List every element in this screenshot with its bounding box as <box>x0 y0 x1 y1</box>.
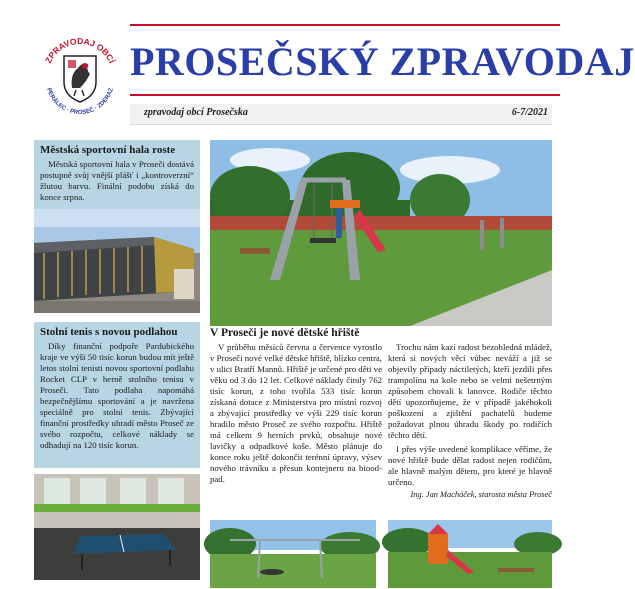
sports-hall-heading: Městská sportovní hala roste <box>40 144 176 156</box>
playground-text-3: I přes výše uvedené komplikace věříme, že nové hřiště bude dělat radost nejen rodičům, ale hlavně malým dětem, pro které je hlavně určeno. <box>388 444 552 487</box>
subtitle: zpravodaj obcí Prosečska <box>144 107 248 118</box>
playground-column-2 <box>388 342 552 499</box>
sports-hall-text: Městská sportovní hala v Proseči dostává postupně svůj vnější plášť i „kontroverzní“ žlutou barvu. Finální podobu získá do konce srpna. <box>40 159 194 202</box>
playground-heading: V Proseči je nové dětské hřiště <box>210 327 360 339</box>
playground-main-photo <box>210 140 552 326</box>
sports-hall-article <box>34 140 200 210</box>
playground-swing-photo <box>210 520 376 588</box>
playground-text-1: V průběhu měsíců června a července vyrostlo v Proseči nové velké dětské hřiště, blízko centra, v ulici Bratří Mannů. Hřiště je určené pro děti ve věku od 3 do 12 let. Celkové náklady činily 762 tisíc korun, z toho tvořila 533 tisíc korun získaná dotace z Ministerstva pro místní rozvoj a zbývající prostředky ve výši 229 tisíc korun hradilo město Proseč ze svého rozpočtu. Hřiště má celkem 9 herních prvků, obsahuje nové lavičky a odpadkové koše. Město plánuje do konce roku ještě dokončit terénní úpravy, výsev nového trávníku a přesun kontejneru na bioodpad. <box>210 342 382 484</box>
top-rule <box>130 24 560 26</box>
logo-arc-bottom-text: PERÁLEC · PROSEČ · ZDERAZ <box>45 87 115 117</box>
masthead <box>0 0 635 118</box>
newspaper-title: PROSEČSKÝ ZPRAVODAJ <box>130 39 635 84</box>
table-tennis-photo <box>34 474 200 580</box>
issue-bar <box>130 104 552 125</box>
table-tennis-heading: Stolní tenis s novou podlahou <box>40 326 178 338</box>
playground-tower-photo <box>388 520 552 588</box>
playground-text-2: Trochu nám kazí radost bezohledná mládež, která si nových věcí vůbec neváží a již se objevily případy náctiletých, kteří jezdili přes trampolínu na kole nebo se velmi nešetrným způsobem chovali k lanovce. Rodiče těchto dětí upozorňujeme, že v případě jakéhokoli poškození a zjištění pachatelů budeme požadovat plnou úhradu škody po rodičích těchto dětí. <box>388 342 552 440</box>
logo-arc-top-text: ZPRAVODAJ OBCÍ <box>43 35 117 65</box>
bottom-rule <box>130 94 560 96</box>
playground-column-1 <box>210 342 382 485</box>
sports-hall-photo <box>34 209 200 313</box>
table-tennis-article <box>34 322 200 468</box>
town-emblem-logo <box>36 30 124 118</box>
signature: Ing. Jan Macháček, starosta města Proseč <box>410 490 552 499</box>
table-tennis-text: Díky finanční podpoře Pardubického kraje ve výši 50 tisíc korun budou mít ještě letos stolní tenisti novou sportovní podlahu Rocket CLP v herně stolního tenisu v Proseči. Tato podlaha napomáhá bezpečnějšímu sportování a je navržena speciálně pro stolní tenis. Zbývající finanční prostředky uhradí město Proseč ze svého rozpočtu, celkové náklady se odhadují na 120 tisíc korun. <box>40 341 194 450</box>
issue-number: 6-7/2021 <box>511 107 548 118</box>
